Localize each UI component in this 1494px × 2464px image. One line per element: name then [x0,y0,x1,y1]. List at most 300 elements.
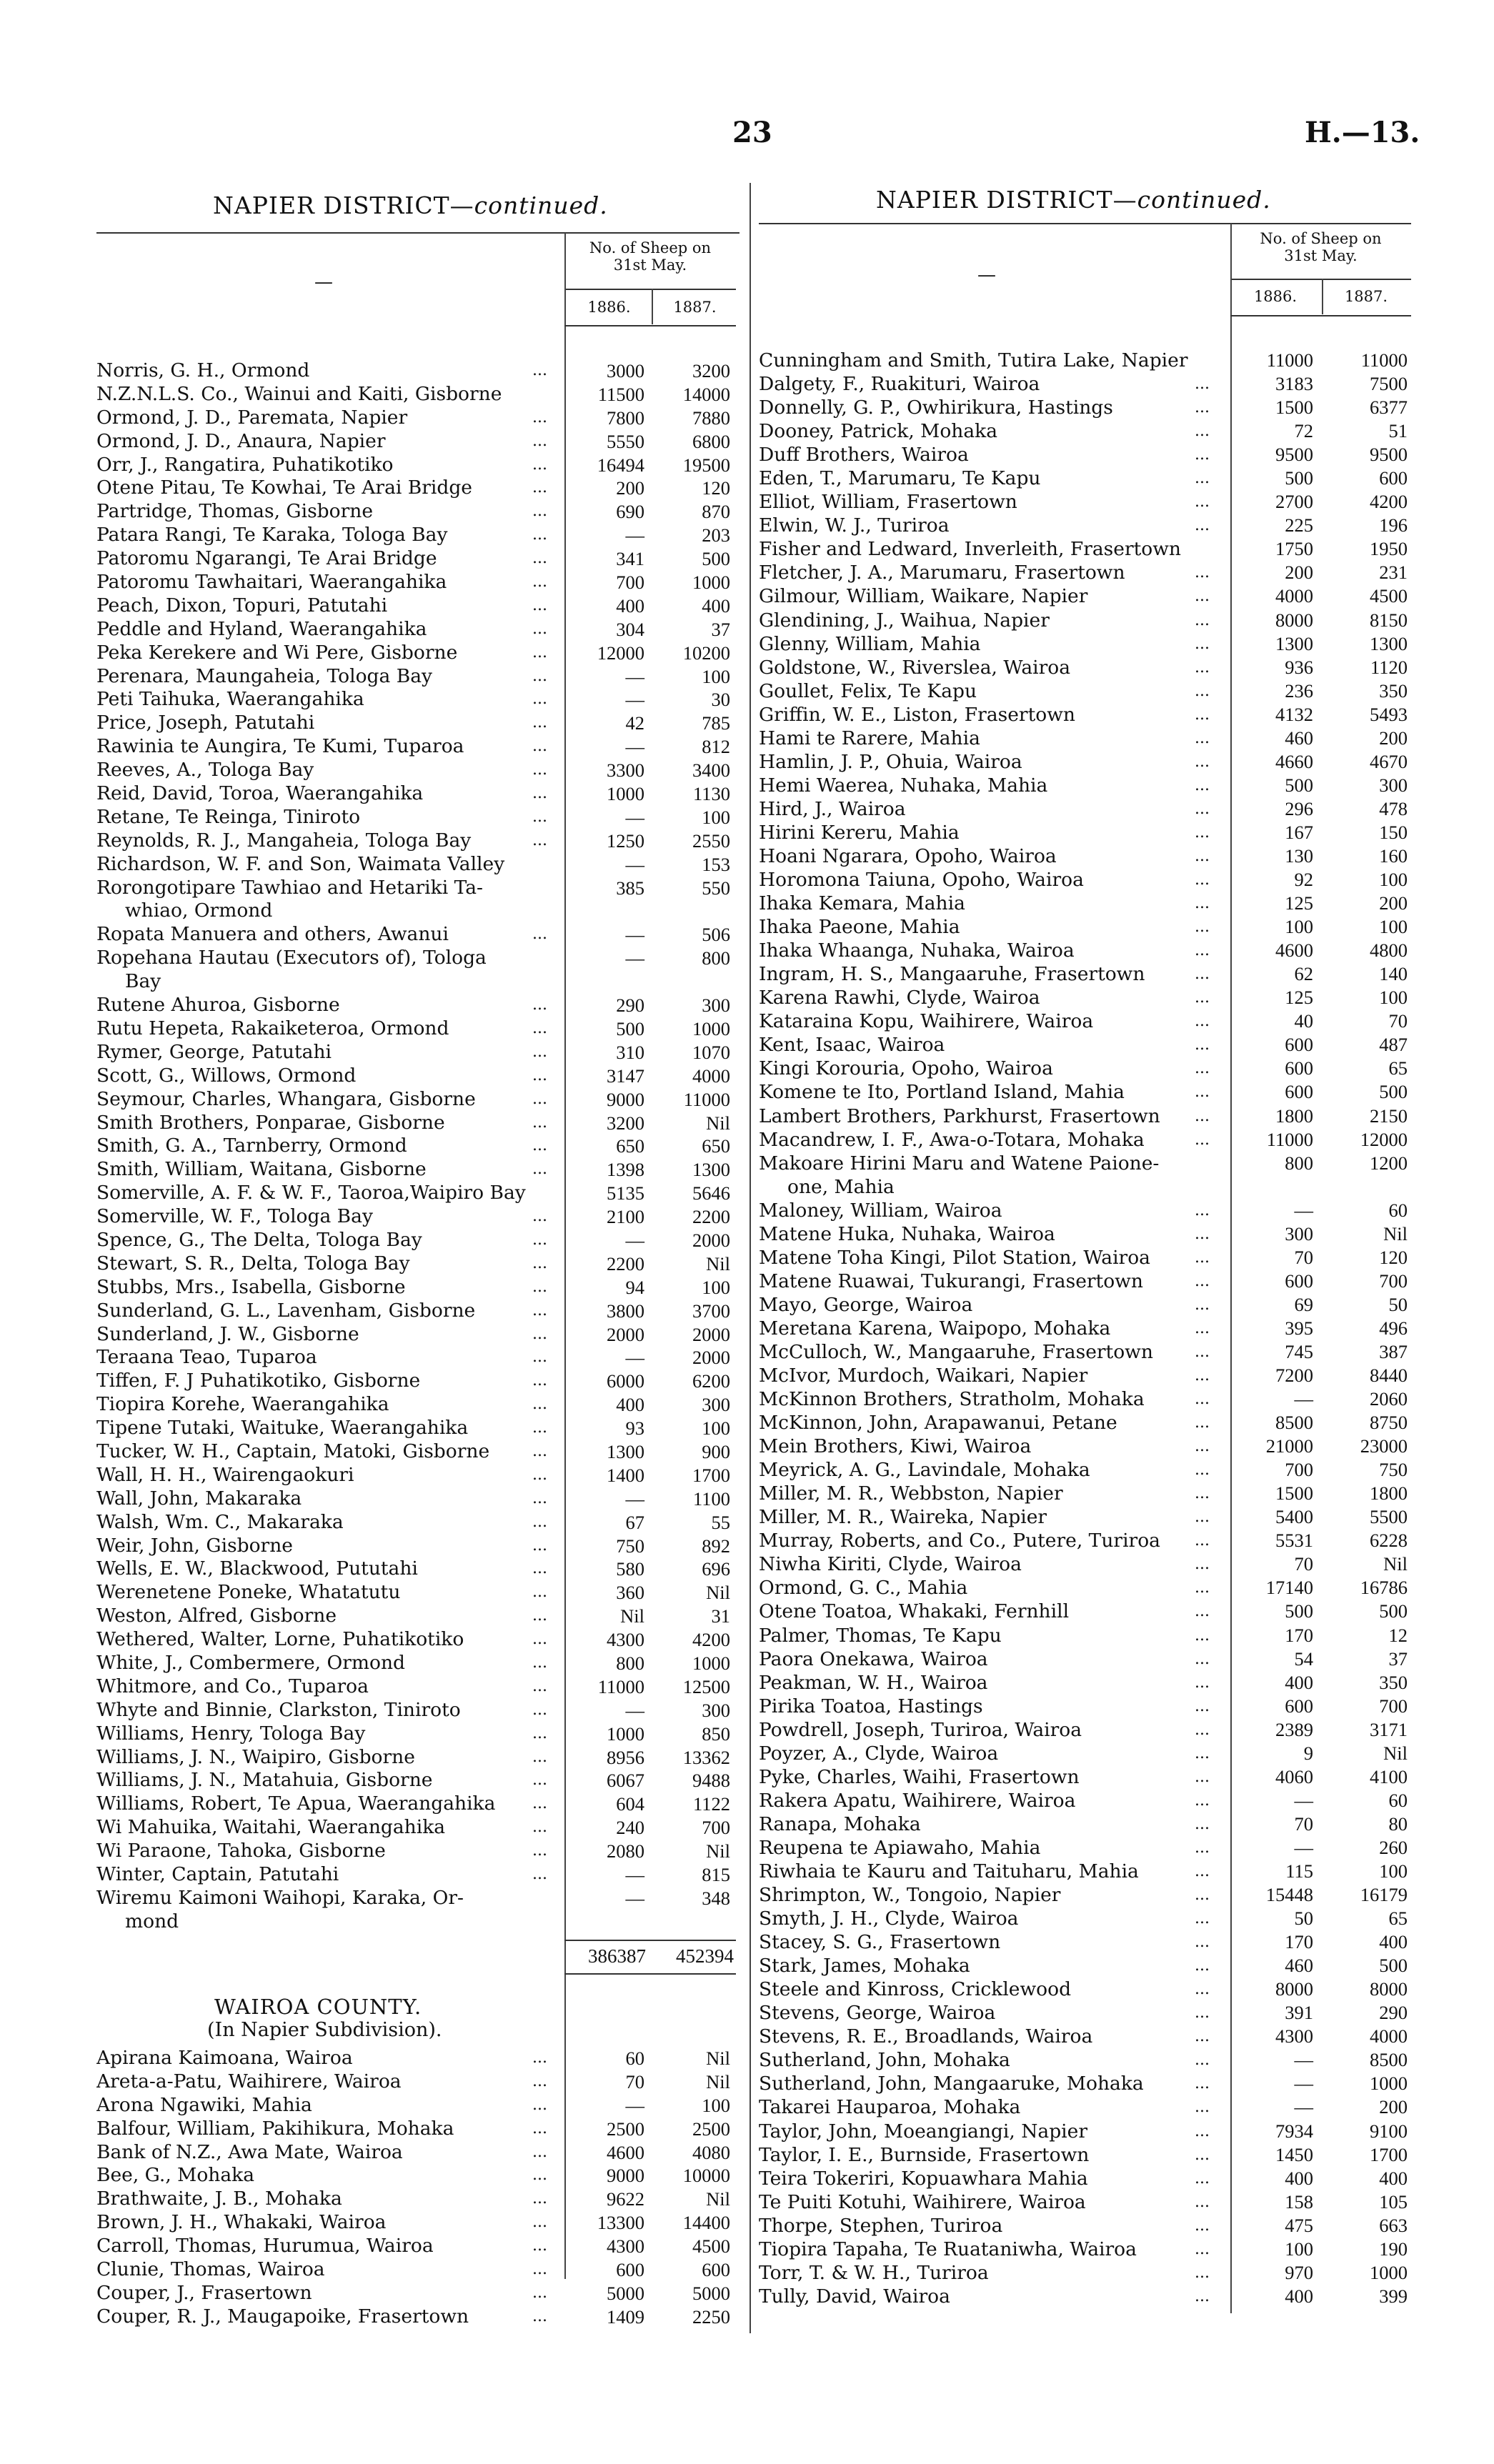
owner-name: Perenara, Maungaheia, Tologa Bay [96,664,432,687]
table-row [759,2190,1411,2214]
sheep-1887: 2000 [692,1229,730,1251]
leader-dots: ... [1195,2098,1210,2117]
leader-dots: ... [1195,2240,1210,2258]
owner-name: Miller, M. R., Waireka, Napier [759,1506,1047,1529]
table-row [759,1104,1411,1128]
sheep-1887: 6228 [1370,1530,1408,1552]
table-row [96,1088,736,1112]
owner-name: Rymer, George, Patutahi [96,1040,332,1063]
sheep-1886: 460 [1285,1955,1313,1977]
sheep-1887: 8750 [1370,1412,1408,1434]
owner-name: Rawinia te Aungira, Te Kumi, Tuparoa [96,735,464,758]
table-row [96,1323,736,1347]
leader-dots: ... [1195,2027,1210,2046]
sheep-1887: 153 [702,853,730,875]
table-row [759,1600,1411,1623]
table-row [759,2214,1411,2238]
leader-dots: ... [532,1536,547,1555]
table-row [759,1977,1411,2001]
owner-name: Walsh, Wm. C., Makaraka [96,1510,344,1533]
sheep-1887: 2150 [1370,1104,1408,1127]
owner-name: Weston, Alfred, Gisborne [96,1605,337,1627]
owner-name: Somerville, A. F. & W. F., Taoroa,Waipiro Bay [96,1182,526,1204]
right-column-header [1230,230,1411,264]
sheep-1886: 40 [1294,1010,1313,1032]
table-row [96,1557,736,1581]
sheep-1886: Nil [620,1605,644,1627]
sheep-1886: 42 [625,712,644,734]
sheep-1887: 2200 [692,1206,730,1228]
sheep-1887: 1122 [692,1793,730,1815]
leader-dots: ... [532,1207,547,1226]
sheep-1887: 2000 [692,1347,730,1369]
sheep-1886: 1500 [1275,1482,1313,1505]
sheep-1887: 65 [1388,1057,1408,1079]
sheep-1887: 4800 [1370,939,1408,962]
table-row [759,1552,1411,1576]
sheep-1886: 7800 [607,406,644,429]
leader-dots: ... [532,1865,547,1883]
owner-name: Ranapa, Mohaka [759,1812,921,1835]
sheep-1886: 2000 [607,1323,644,1345]
owner-name: Donnelly, G. P., Owhirikura, Hastings [759,396,1113,419]
table-row [759,2072,1411,2095]
owner-name: Meretana Karena, Waipopo, Mohaka [759,1317,1111,1340]
sheep-1886: 93 [625,1417,644,1440]
sheep-1886: 391 [1285,2002,1313,2024]
sheep-1886: — [625,2094,644,2116]
leader-dots: ... [532,2237,547,2255]
owner-name: Wells, E. W., Blackwood, Pututahi [96,1557,418,1580]
sheep-1887: Nil [1383,1553,1408,1575]
sheep-1887: 1950 [1370,538,1408,560]
owner-name: Wi Mahuika, Waitahi, Waerangahika [96,1816,446,1839]
sheep-1887: 1000 [1370,2073,1408,2095]
sheep-1887: 9100 [1370,2120,1408,2142]
owner-name: Peti Taihuka, Waerangahika [96,688,364,711]
table-row [759,2238,1411,2261]
owner-name: Stevens, R. E., Broadlands, Wairoa [759,2025,1093,2048]
sheep-1887: 478 [1379,797,1408,819]
sheep-1887: 7880 [692,406,730,429]
sheep-1886: 2389 [1275,1718,1313,1740]
leader-dots: ... [1195,1791,1210,1810]
sheep-1887: 80 [1388,1812,1408,1835]
sheep-1886: — [625,947,644,969]
sheep-1887: 50 [1388,1293,1408,1315]
sheep-1886: 7200 [1275,1365,1313,1387]
table-row [96,829,736,853]
owner-name: Clunie, Thomas, Wairoa [96,2258,325,2281]
sheep-1887: 2500 [692,2118,730,2140]
sheep-1887: 4670 [1370,750,1408,772]
table-row [96,1605,736,1628]
owner-name: Hami te Rarere, Mahia [759,727,980,749]
sheep-1887: 55 [711,1511,730,1533]
leader-dots: ... [1195,823,1210,842]
leader-dots: ... [1195,1957,1210,1975]
sheep-1886: 13300 [597,2212,644,2234]
sheep-1887: 3400 [692,759,730,782]
sheep-1886: 9622 [607,2188,644,2210]
sheep-1886: 700 [616,572,644,594]
sheep-1887: 10200 [682,642,730,664]
leader-dots: ... [532,479,547,497]
leader-dots: ... [532,1019,547,1037]
sheep-1886: 16494 [597,454,644,476]
owner-name: Bay [125,970,161,993]
sheep-1886: 170 [1285,1624,1313,1646]
sheep-1887: 60 [1388,1789,1408,1811]
owner-name: Pyke, Charles, Waihi, Frasertown [759,1765,1080,1788]
table-row [759,1907,1411,1930]
sheep-1886: 200 [616,477,644,499]
sheep-1887: 105 [1379,2190,1408,2213]
table-row [96,1017,736,1041]
sheep-1887: 150 [1379,821,1408,843]
owner-name: Reid, David, Toroa, Waerangahika [96,782,424,805]
right-header-dash: — [977,264,996,286]
leader-dots: ... [532,1653,547,1672]
owner-name: mond [125,1910,179,1932]
sheep-1887: 70 [1388,1010,1408,1032]
table-row [759,1080,1411,1104]
leader-dots: ... [1195,1744,1210,1762]
sheep-1886: 1000 [607,783,644,805]
left-col-divider-b [652,289,653,324]
leader-dots: ... [1195,1248,1210,1267]
page-number: 23 [732,116,772,149]
table-row [759,1152,1411,1175]
sheep-1887: 203 [702,524,730,547]
sheep-1886: 600 [616,2259,644,2281]
leader-dots: ... [532,1137,547,1155]
sheep-1887: Nil [706,1840,730,1862]
sheep-1886: 5550 [607,430,644,452]
sheep-1886: 70 [1294,1553,1313,1575]
table-row [96,1581,736,1605]
sheep-1886: 54 [1294,1647,1313,1670]
sheep-1887: 800 [702,947,730,969]
table-row [96,2164,736,2188]
owner-name: Goullet, Felix, Te Kapu [759,679,977,702]
leader-dots: ... [1195,1555,1210,1574]
sheep-1886: — [1294,1789,1313,1811]
table-row [759,2120,1411,2143]
leader-dots: ... [1195,611,1210,629]
leader-dots: ... [532,1607,547,1625]
right-title-italic: continued. [1137,186,1271,214]
owner-name: Wi Paraone, Tahoka, Gisborne [96,1840,386,1862]
left-year-1887: 1887. [673,299,717,316]
sheep-1887: 696 [702,1558,730,1580]
sheep-1887: 8500 [1370,2049,1408,2071]
table-row [96,430,736,454]
sheep-1887: 100 [1379,916,1408,938]
table-row [96,1041,736,1064]
owner-name: Sutherland, John, Mohaka [759,2049,1010,2072]
table-row [759,372,1411,396]
table-row [96,1910,736,1934]
leader-dots: ... [1195,446,1210,464]
owner-name: Spence, G., The Delta, Tologa Bay [96,1228,422,1251]
sheep-1887: 700 [1379,1270,1408,1292]
owner-name: Williams, J. N., Waipiro, Gisborne [96,1745,415,1768]
sheep-1886: 70 [1294,1246,1313,1268]
sheep-1887: 1300 [692,1159,730,1181]
sheep-1886: 125 [1285,987,1313,1009]
sheep-1886: 580 [616,1558,644,1580]
leader-dots: ... [1195,1767,1210,1786]
sheep-1887: 196 [1379,514,1408,537]
sheep-1887: 500 [1379,1600,1408,1622]
leader-dots: ... [532,714,547,732]
sheep-1886: 600 [1285,1270,1313,1292]
leader-dots: ... [1195,1508,1210,1527]
owner-name: Shrimpton, W., Tongoio, Napier [759,1884,1061,1907]
table-row [759,349,1411,372]
table-row [96,1675,736,1699]
sheep-1886: 11000 [1266,349,1313,371]
owner-name: Ormond, J. D., Anaura, Napier [96,429,386,452]
leader-dots: ... [532,526,547,544]
table-row [96,2118,736,2141]
table-row [96,970,736,994]
sheep-1886: 304 [616,618,644,640]
sheep-1886: 167 [1285,821,1313,843]
sheep-1886: — [625,806,644,828]
table-row [759,892,1411,915]
table-row [96,359,736,383]
owner-name: Powdrell, Joseph, Turiroa, Wairoa [759,1718,1082,1741]
table-row [96,2141,736,2165]
table-row [96,1440,736,1464]
owner-name: Bee, G., Mohaka [96,2164,254,2187]
table-row [96,1276,736,1300]
table-row [759,2167,1411,2190]
table-row [96,1346,736,1370]
leader-dots: ... [1195,375,1210,394]
table-row [759,939,1411,962]
owner-name: Hamlin, J. P., Ohuia, Wairoa [759,750,1022,773]
table-row [96,899,736,923]
sheep-1887: 10000 [682,2165,730,2187]
leader-dots: ... [532,1771,547,1790]
table-row [96,571,736,594]
leader-dots: ... [532,1042,547,1061]
sheep-1886: — [625,1699,644,1721]
table-row [759,1364,1411,1387]
table-row [759,844,1411,868]
sheep-1887: 2250 [692,2305,730,2328]
table-row [96,1652,736,1675]
leader-dots: ... [1195,2287,1210,2305]
owner-name: Taylor, I. E., Burnside, Frasertown [759,2143,1090,2166]
sheep-1886: 3800 [607,1300,644,1322]
sheep-1887: 60 [1388,1199,1408,1221]
leader-dots: ... [532,1842,547,1860]
leader-dots: ... [532,1677,547,1695]
owner-name: Otene Pitau, Te Kowhai, Te Arai Bridge [96,477,472,499]
owner-name: Murray, Roberts, and Co., Putere, Turiroa [759,1530,1160,1552]
owner-name: Matene Ruawai, Tukurangi, Frasertown [759,1270,1143,1292]
owner-name: Patara Rangi, Te Karaka, Tologa Bay [96,524,448,547]
table-row [96,2282,736,2305]
sheep-1887: 1120 [1370,656,1408,678]
sheep-1886: 745 [1285,1340,1313,1362]
leader-dots: ... [532,690,547,709]
sheep-1886: 4300 [607,2235,644,2258]
leader-dots: ... [1195,1012,1210,1031]
sheep-1887: 399 [1379,2285,1408,2307]
owner-name: Arona Ngawiki, Mahia [96,2093,312,2116]
table-row [759,443,1411,467]
sheep-1886: 130 [1285,844,1313,867]
table-row [759,1718,1411,1742]
leader-dots: ... [1195,517,1210,535]
sheep-1886: 800 [1285,1152,1313,1174]
sheep-1886: 11000 [597,1675,644,1697]
leader-dots: ... [532,807,547,826]
owner-name: Eden, T., Marumaru, Te Kapu [759,467,1041,490]
owner-name: Wall, John, Makaraka [96,1487,302,1510]
table-row [96,1229,736,1252]
table-row [759,1765,1411,1789]
table-row [96,406,736,430]
sheep-1886: 1000 [607,1722,644,1745]
leader-dots: ... [532,1372,547,1390]
sheep-1886: 12000 [597,642,644,664]
sheep-1886: 800 [616,1652,644,1674]
leader-dots: ... [1195,705,1210,724]
table-row [96,1182,736,1205]
leader-dots: ... [1195,1815,1210,1833]
table-row [96,665,736,689]
owner-name: Maloney, William, Wairoa [759,1199,1002,1222]
leader-dots: ... [532,737,547,756]
leader-dots: ... [532,643,547,662]
table-row [96,1792,736,1816]
owner-name: Mayo, George, Wairoa [759,1293,973,1316]
leader-dots: ... [1195,2122,1210,2140]
sheep-1886: 3147 [607,1064,644,1087]
leader-dots: ... [1195,1626,1210,1645]
sheep-1886: 115 [1285,1860,1313,1882]
owner-name: Fisher and Ledward, Inverleith, Frasertown [759,538,1181,561]
owner-name: Horomona Taiuna, Opoho, Wairoa [759,869,1084,892]
leader-dots: ... [532,1160,547,1179]
owner-name: Stevens, George, Wairoa [759,2002,996,2025]
sheep-1887: 5500 [1370,1506,1408,1528]
sheep-1886: 4660 [1275,750,1313,772]
table-row [759,1222,1411,1246]
table-row [759,1033,1411,1057]
sheep-1887: 350 [1379,1671,1408,1693]
owner-name: Reupena te Apiawaho, Mahia [759,1836,1041,1859]
owner-name: Hemi Waerea, Nuhaka, Mahia [759,774,1048,797]
leader-dots: ... [1195,1461,1210,1480]
left-column-header-line1: No. of Sheep on [589,239,712,256]
leader-dots: ... [1195,682,1210,700]
sheep-1887: 600 [702,2259,730,2281]
sheep-1886: 400 [1285,1671,1313,1693]
owner-name: Wiremu Kaimoni Waihopi, Karaka, Or- [96,1886,464,1909]
sheep-1886: 5531 [1275,1530,1313,1552]
table-row [96,454,736,477]
owner-name: Rakera Apatu, Waihirere, Wairoa [759,1789,1076,1812]
leader-dots: ... [532,2095,547,2114]
sheep-1887: 506 [702,924,730,946]
table-row [759,1954,1411,1977]
sheep-1887: 1000 [692,572,730,594]
leader-dots: ... [532,549,547,568]
right-header-top-rule [759,223,1411,224]
leader-dots: ... [532,1325,547,1343]
owner-name: Meyrick, A. G., Lavindale, Mohaka [759,1459,1090,1482]
sheep-1887: 19500 [682,454,730,476]
leader-dots: ... [532,1066,547,1084]
wairoa-county-title: WAIROA COUNTY. [214,1995,422,2019]
sheep-1886: 5000 [607,2282,644,2304]
owner-name: Richardson, W. F. and Son, Waimata Valley [96,852,505,875]
sheep-1887: 200 [1379,727,1408,749]
sheep-1886: 125 [1285,892,1313,914]
owner-name: Teira Tokeriri, Kopuawhara Mahia [759,2167,1088,2190]
leader-dots: ... [1195,587,1210,606]
sheep-1887: 12500 [682,1675,730,1697]
table-row [759,1671,1411,1695]
owner-name: McKinnon Brothers, Stratholm, Mohaka [759,1388,1145,1411]
table-row [759,396,1411,419]
left-header-bottom-rule [564,325,736,326]
sheep-1887: Nil [706,1582,730,1604]
sheep-1886: 2100 [607,1206,644,1228]
owner-name: Riwhaia te Kauru and Taituharu, Mahia [759,1860,1139,1882]
leader-dots: ... [1195,1319,1210,1337]
table-row [759,1789,1411,1812]
owner-name: Paora Onekawa, Wairoa [759,1647,988,1670]
owner-name: Taylor, John, Moeangiangi, Napier [759,2120,1087,2143]
sheep-1887: 9500 [1370,444,1408,466]
leader-dots: ... [532,1795,547,1813]
owner-name: Matene Huka, Nuhaka, Wairoa [759,1222,1055,1245]
left-header-mid-rule [564,289,736,290]
table-row [759,986,1411,1009]
table-row [96,1464,736,1487]
sheep-1886: 600 [1285,1057,1313,1079]
table-row [96,2047,736,2070]
sheep-1886: 94 [625,1276,644,1298]
sheep-1886: — [625,1864,644,1885]
owner-name: Bank of N.Z., Awa Mate, Wairoa [96,2140,403,2163]
sheep-1887: 500 [1379,1955,1408,1977]
sheep-1886: — [625,524,644,547]
sheep-1886: 400 [1285,2285,1313,2307]
sheep-1887: 120 [1379,1246,1408,1268]
table-row [96,782,736,806]
owner-name: Fletcher, J. A., Marumaru, Frasertown [759,562,1125,584]
sheep-1886: 70 [625,2070,644,2093]
leader-dots: ... [532,1560,547,1578]
table-row [96,1863,736,1887]
leader-dots: ... [1195,2004,1210,2022]
leader-dots: ... [1195,1838,1210,1857]
owner-name: Dalgety, F., Ruakituri, Wairoa [759,373,1040,396]
sheep-1886: — [625,1229,644,1251]
table-row [759,821,1411,844]
sheep-1887: 2060 [1370,1388,1408,1410]
table-row [96,2188,736,2211]
